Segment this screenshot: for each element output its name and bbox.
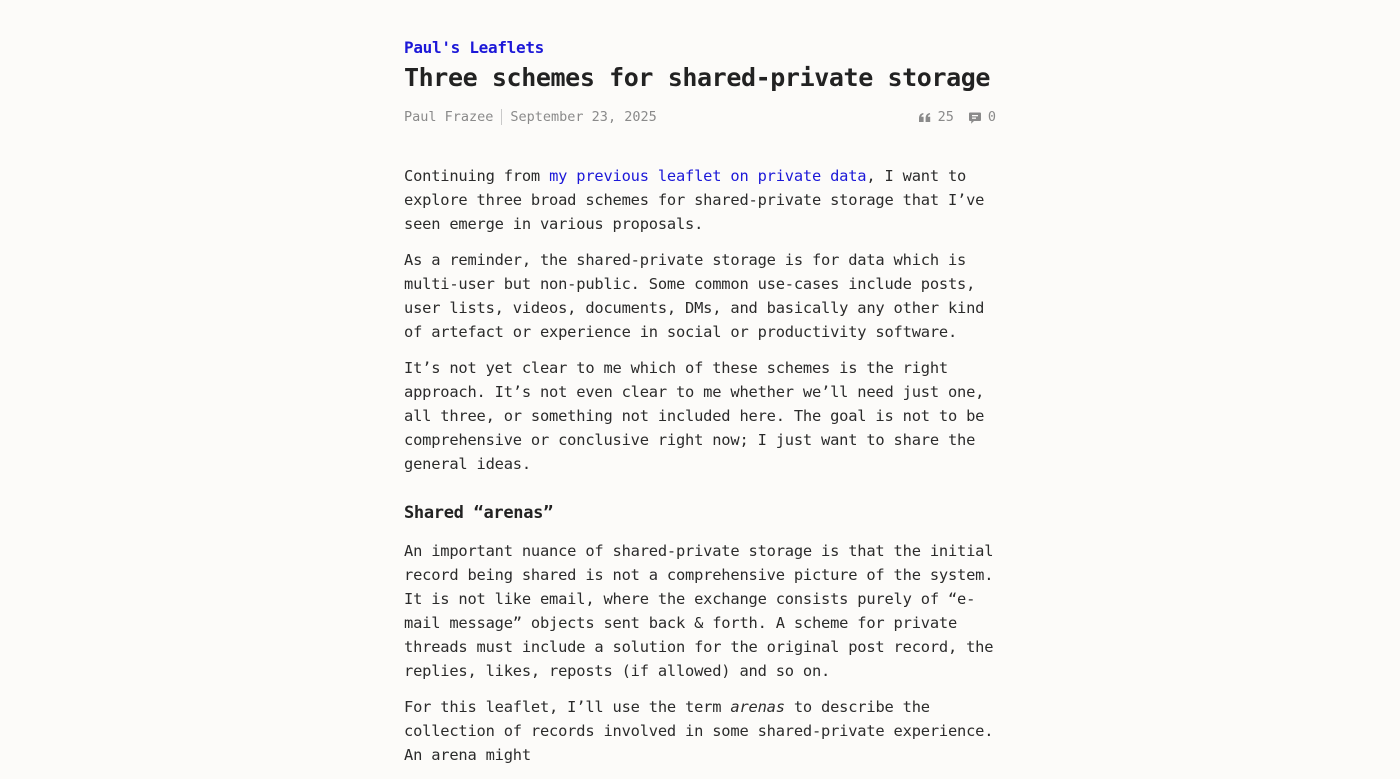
publication-link[interactable]: Paul's Leaflets	[404, 38, 544, 57]
paragraph	[404, 695, 996, 767]
comment-icon[interactable]	[968, 110, 982, 124]
paragraph-text: , I want to explore three broad schemes for shared-private storage that I’ve seen emerge in various proposals.	[404, 167, 985, 233]
paragraph-text: For this leaflet, I’ll use the term	[404, 698, 731, 716]
paragraph	[404, 164, 996, 236]
paragraph-text: Continuing from	[404, 167, 550, 185]
section-heading: Shared “arenas”	[404, 503, 554, 523]
quote-icon[interactable]	[918, 110, 932, 124]
emphasis-text: arenas	[730, 698, 785, 716]
paragraph: As a reminder, the shared-private storage is for data which is multi-user but non-public. Some common use-cases include posts, user lists, videos, documents, DMs, and basically any other kind of artefact or experience in social or productivity software.	[404, 251, 985, 341]
post-stats	[918, 106, 996, 128]
previous-leaflet-link[interactable]: my previous leaflet on private data	[549, 167, 867, 185]
paragraph: It’s not yet clear to me which of these schemes is the right approach. It’s not even clear to me whether we’ll need just one, all three, or something not included here. The goal is not to be comprehensive or conclusive right now; I just want to share the general ideas.	[404, 359, 985, 473]
post-date: September 23, 2025	[510, 109, 657, 125]
post-body	[404, 164, 996, 779]
author-name[interactable]: Paul Frazee	[404, 109, 494, 125]
meta-divider	[501, 109, 502, 125]
post-meta	[404, 106, 996, 128]
post-title: Three schemes for shared-private storage	[404, 63, 991, 92]
comments-count: 0	[987, 109, 996, 125]
paragraph-text: to describe the collection of records involved in some shared-private experience. An arena might	[404, 698, 994, 764]
paragraph: An important nuance of shared-private storage is that the initial record being shared is not a comprehensive picture of the system. It is not like email, where the exchange consists purely of “e-mail message” objects sent back & forth. A scheme for private threads must include a solution for the original post record, the replies, likes, reposts (if allowed) and so on.	[404, 542, 994, 680]
quotes-count: 25	[937, 109, 954, 125]
